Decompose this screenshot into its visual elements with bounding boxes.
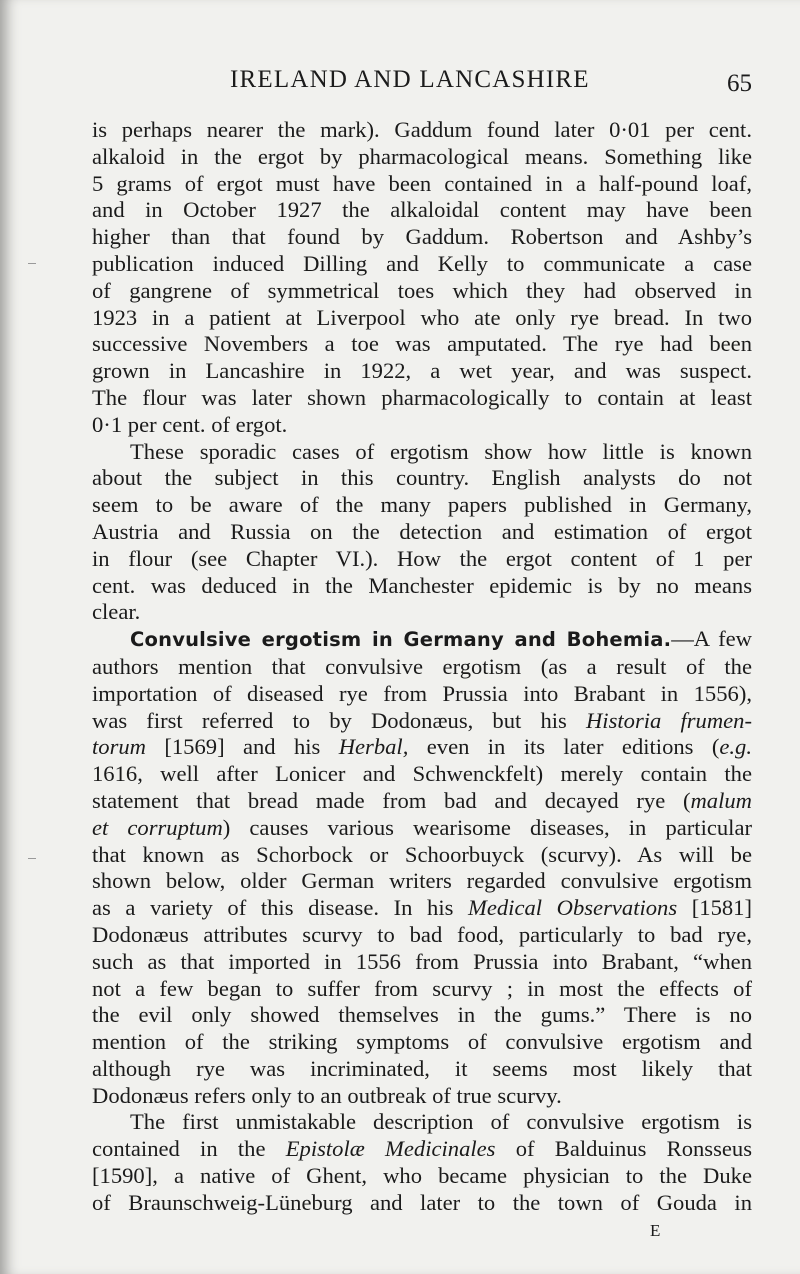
text-line: clear. bbox=[92, 599, 141, 625]
margin-mark bbox=[28, 858, 36, 859]
text-line: about the subject in this country. English analysts do not bbox=[92, 465, 752, 491]
text-line bbox=[92, 815, 752, 842]
text-line: not a few began to suffer from scurvy ; in most the effects of bbox=[92, 975, 752, 1001]
text-line: authors mention that convulsive ergotism (as a result of the bbox=[92, 653, 752, 679]
running-head bbox=[92, 66, 752, 102]
text-line bbox=[92, 734, 752, 761]
text-line bbox=[92, 626, 752, 654]
text-line: the evil only showed themselves in the gums.” There is no bbox=[92, 1002, 752, 1028]
text-segment: even in its later editions ( bbox=[408, 734, 720, 760]
text-segment: [1569] and his bbox=[145, 734, 339, 760]
text-line: in flour (see Chapter VI.). How the ergot content of 1 per bbox=[92, 545, 752, 571]
text-line: is perhaps nearer the mark). Gaddum found later 0·01 per cent. bbox=[92, 117, 752, 142]
italic-title: Medical Observations bbox=[468, 895, 678, 921]
text-line: [1590], a native of Ghent, who became physician to the Duke bbox=[92, 1163, 752, 1189]
italic-abbrev: e.g. bbox=[719, 734, 752, 760]
text-line: 1616, well after Lonicer and Schwenckfelt) merely contain the bbox=[92, 761, 752, 787]
italic-title: Epistolæ Medicinales bbox=[285, 1136, 496, 1162]
italic-latin: malum bbox=[690, 787, 752, 813]
text-line: shown below, older German writers regarded convulsive ergotism bbox=[92, 868, 752, 894]
text-line: such as that imported in 1556 from Prussia into Brabant, “when bbox=[92, 948, 752, 974]
text-line: The flour was later shown pharmacologically to contain at least bbox=[92, 384, 752, 410]
text-line: These sporadic cases of ergotism show how little is known bbox=[130, 438, 752, 464]
italic-title: Herbal, bbox=[338, 734, 409, 760]
italic-title: Historia frumen- bbox=[585, 707, 752, 733]
text-line: mention of the striking symptoms of convulsive ergotism and bbox=[92, 1029, 752, 1055]
text-line bbox=[92, 708, 752, 735]
italic-title: torum bbox=[92, 734, 146, 760]
text-line: of gangrene of symmetrical toes which they had observed in bbox=[92, 277, 752, 303]
paragraph-4 bbox=[92, 1109, 752, 1216]
text-segment: ) causes various wearisome diseases, in particular bbox=[222, 814, 752, 840]
text-line: seem to be aware of the many papers published in Germany, bbox=[92, 492, 752, 518]
text-line: 5 grams of ergot must have been contained in a half-pound loaf, bbox=[92, 170, 752, 196]
text-line: successive Novembers a toe was amputated. The rye had been bbox=[92, 331, 752, 357]
text-line: and in October 1927 the alkaloidal content may have been bbox=[92, 197, 752, 223]
text-segment: of Balduinus Ronsseus bbox=[495, 1136, 752, 1162]
text-segment: [1581] bbox=[677, 895, 753, 921]
text-segment: was first referred to by Dodonæus, but his bbox=[92, 707, 586, 733]
text-line: cent. was deduced in the Manchester epidemic is by no means bbox=[92, 572, 752, 598]
text-line: 1923 in a patient at Liverpool who ate only rye bread. In two bbox=[92, 304, 752, 330]
text-line: 0·1 per cent. of ergot. bbox=[92, 411, 288, 437]
text-line: that known as Schorbock or Schoorbuyck (scurvy). As will be bbox=[92, 841, 752, 867]
paragraph-1 bbox=[92, 117, 752, 439]
paragraph-2 bbox=[92, 439, 752, 627]
text-line: Dodonæus refers only to an outbreak of true scurvy. bbox=[92, 1082, 562, 1108]
text-line: Austria and Russia on the detection and estimation of ergot bbox=[92, 518, 752, 544]
text-line: grown in Lancashire in 1922, a wet year, and was suspect. bbox=[92, 358, 752, 384]
running-title: IRELAND AND LANCASHIRE bbox=[230, 66, 590, 93]
text-segment: —A few bbox=[671, 626, 752, 652]
text-line: of Braunschweig-Lüneburg and later to the town of Gouda in bbox=[92, 1189, 752, 1215]
margin-mark bbox=[28, 263, 36, 264]
italic-latin: et corruptum bbox=[92, 814, 223, 840]
text-line bbox=[92, 1136, 752, 1163]
paragraph-3 bbox=[92, 626, 752, 1109]
signature-mark: E bbox=[650, 1221, 661, 1240]
section-heading: Convulsive ergotism in Germany and Bohemia. bbox=[130, 628, 672, 652]
text-segment: statement that bread made from bad and decayed rye ( bbox=[92, 787, 691, 813]
body-text bbox=[92, 117, 752, 1217]
text-line: importation of diseased rye from Prussia into Brabant in 1556), bbox=[92, 680, 752, 706]
text-line: alkaloid in the ergot by pharmacological means. Something like bbox=[92, 143, 752, 169]
text-line: publication induced Dilling and Kelly to communicate a case bbox=[92, 250, 752, 276]
text-line: The first unmistakable description of convulsive ergotism is bbox=[130, 1109, 752, 1135]
page-number: 65 bbox=[727, 70, 752, 97]
text-line bbox=[92, 895, 752, 922]
text-line: Dodonæus attributes scurvy to bad food, particularly to bad rye, bbox=[92, 921, 752, 947]
text-segment: as a variety of this disease. In his bbox=[92, 895, 469, 921]
text-line bbox=[92, 788, 752, 815]
text-segment: contained in the bbox=[92, 1136, 286, 1162]
text-line: higher than that found by Gaddum. Robertson and Ashby’s bbox=[92, 224, 752, 250]
text-line: although rye was incriminated, it seems most likely that bbox=[92, 1055, 752, 1081]
